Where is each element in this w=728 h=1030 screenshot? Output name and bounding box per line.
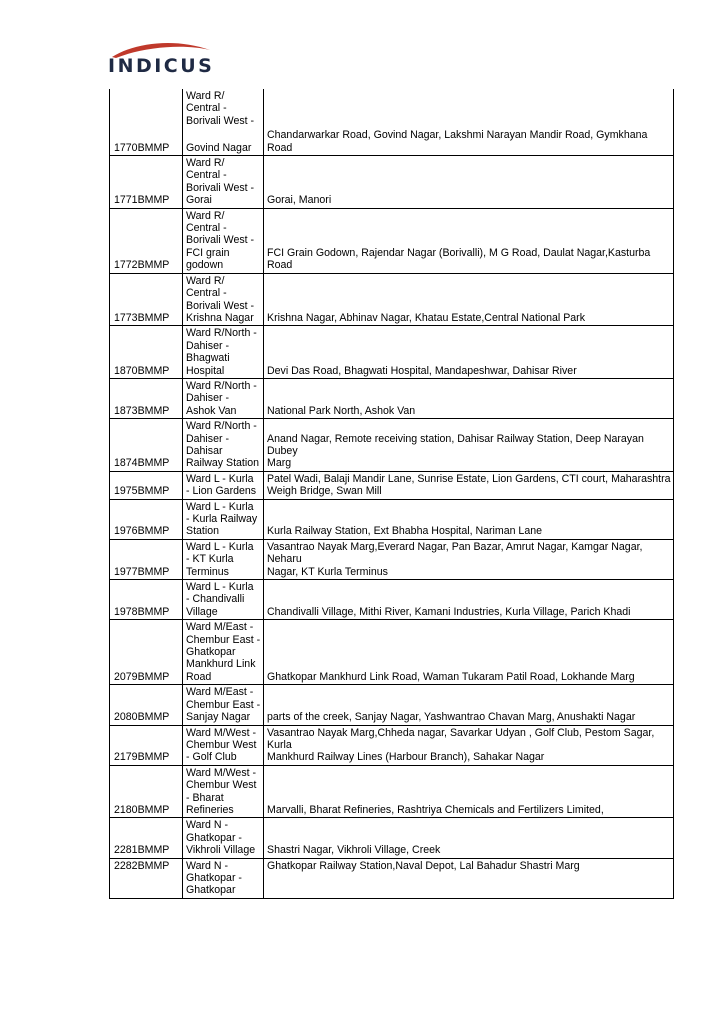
- table-row: [110, 208, 674, 273]
- ward-cell: Ward L - Kurla - Chandivalli Village: [183, 580, 264, 620]
- description-cell: Anand Nagar, Remote receiving station, Dahisar Railway Station, Deep Narayan Dubey Marg: [264, 419, 674, 472]
- description-cell: [264, 89, 674, 128]
- code-cell: 1975BMMP: [110, 471, 183, 499]
- ward-cell: Ward R/ Central - Borivali West -: [183, 89, 264, 128]
- ward-cell: Ward M/West - Chembur West - Bharat Refineries: [183, 765, 264, 818]
- ward-cell: Ward N - Ghatkopar - Vikhroli Village: [183, 818, 264, 858]
- logo-text: INDICUS: [108, 55, 215, 76]
- table-row: [110, 419, 674, 472]
- code-cell: 1874BMMP: [110, 419, 183, 472]
- description-cell: Devi Das Road, Bhagwati Hospital, Mandapeshwar, Dahisar River: [264, 326, 674, 379]
- code-cell: 2180BMMP: [110, 765, 183, 818]
- table-row: [110, 539, 674, 579]
- ward-cell: Ward M/West - Chembur West - Golf Club: [183, 725, 264, 765]
- description-cell: Chandarwarkar Road, Govind Nagar, Lakshmi Narayan Mandir Road, Gymkhana Road: [264, 128, 674, 155]
- code-cell: 1773BMMP: [110, 273, 183, 326]
- description-cell: FCI Grain Godown, Rajendar Nagar (Borivalli), M G Road, Daulat Nagar,Kasturba Road: [264, 208, 674, 273]
- ward-table: [109, 89, 674, 899]
- table-row: [110, 89, 674, 128]
- table-row: [110, 273, 674, 326]
- ward-cell: Ward R/ Central - Borivali West - FCI grain godown: [183, 208, 264, 273]
- table-row: [110, 725, 674, 765]
- ward-cell: Ward L - Kurla - Kurla Railway Station: [183, 499, 264, 539]
- code-cell: 1771BMMP: [110, 156, 183, 209]
- ward-cell: Ward L - Kurla - KT Kurla Terminus: [183, 539, 264, 579]
- ward-cell: Ward R/North - Dahiser - Dahisar Railway Station: [183, 419, 264, 472]
- table-row: [110, 128, 674, 155]
- code-cell: 1977BMMP: [110, 539, 183, 579]
- ward-cell: Ward R/North - Dahiser - Ashok Van: [183, 378, 264, 418]
- logo-graphic: [106, 40, 216, 76]
- ward-cell: Ward R/North - Dahiser - Bhagwati Hospital: [183, 326, 264, 379]
- ward-cell: Ward M/East - Chembur East - Sanjay Nagar: [183, 685, 264, 725]
- description-cell: Shastri Nagar, Vikhroli Village, Creek: [264, 818, 674, 858]
- code-cell: 2281BMMP: [110, 818, 183, 858]
- code-cell: 2179BMMP: [110, 725, 183, 765]
- description-cell: Vasantrao Nayak Marg,Everard Nagar, Pan Bazar, Amrut Nagar, Kamgar Nagar, Neharu Nagar, KT Kurla Terminus: [264, 539, 674, 579]
- table-row: [110, 765, 674, 818]
- ward-cell: Ward M/East - Chembur East - Ghatkopar Mankhurd Link Road: [183, 620, 264, 685]
- code-cell: [110, 89, 183, 128]
- ward-cell: Govind Nagar: [183, 128, 264, 155]
- description-cell: Krishna Nagar, Abhinav Nagar, Khatau Estate,Central National Park: [264, 273, 674, 326]
- description-cell: National Park North, Ashok Van: [264, 378, 674, 418]
- description-cell: Gorai, Manori: [264, 156, 674, 209]
- table-row: [110, 685, 674, 725]
- ward-cell: Ward N - Ghatkopar - Ghatkopar: [183, 858, 264, 898]
- code-cell: 1873BMMP: [110, 378, 183, 418]
- table-row: [110, 580, 674, 620]
- code-cell: 1978BMMP: [110, 580, 183, 620]
- ward-table-body: [110, 89, 674, 898]
- table-row: [110, 620, 674, 685]
- code-cell: 1976BMMP: [110, 499, 183, 539]
- description-cell: Vasantrao Nayak Marg,Chheda nagar, Savarkar Udyan , Golf Club, Pestom Sagar, Kurla Mankhurd Railway Lines (Harbour Branch), Sahakar Nagar: [264, 725, 674, 765]
- description-cell: Ghatkopar Railway Station,Naval Depot, Lal Bahadur Shastri Marg: [264, 858, 674, 898]
- indicus-logo: [106, 40, 216, 76]
- code-cell: 2080BMMP: [110, 685, 183, 725]
- code-cell: 2282BMMP: [110, 858, 183, 898]
- ward-cell: Ward R/ Central - Borivali West - Gorai: [183, 156, 264, 209]
- description-cell: Kurla Railway Station, Ext Bhabha Hospital, Nariman Lane: [264, 499, 674, 539]
- code-cell: 1772BMMP: [110, 208, 183, 273]
- table-row: [110, 326, 674, 379]
- table-row: [110, 156, 674, 209]
- description-cell: Ghatkopar Mankhurd Link Road, Waman Tukaram Patil Road, Lokhande Marg: [264, 620, 674, 685]
- table-row: [110, 858, 674, 898]
- code-cell: 2079BMMP: [110, 620, 183, 685]
- table-row: [110, 471, 674, 499]
- code-cell: 1770BMMP: [110, 128, 183, 155]
- ward-cell: Ward L - Kurla - Lion Gardens: [183, 471, 264, 499]
- table-row: [110, 499, 674, 539]
- description-cell: parts of the creek, Sanjay Nagar, Yashwantrao Chavan Marg, Anushakti Nagar: [264, 685, 674, 725]
- table-row: [110, 818, 674, 858]
- description-cell: Chandivalli Village, Mithi River, Kamani Industries, Kurla Village, Parich Khadi: [264, 580, 674, 620]
- table-row: [110, 378, 674, 418]
- description-cell: Patel Wadi, Balaji Mandir Lane, Sunrise Estate, Lion Gardens, CTI court, Maharashtra Weigh Bridge, Swan Mill: [264, 471, 674, 499]
- ward-cell: Ward R/ Central - Borivali West - Krishna Nagar: [183, 273, 264, 326]
- description-cell: Marvalli, Bharat Refineries, Rashtriya Chemicals and Fertilizers Limited,: [264, 765, 674, 818]
- code-cell: 1870BMMP: [110, 326, 183, 379]
